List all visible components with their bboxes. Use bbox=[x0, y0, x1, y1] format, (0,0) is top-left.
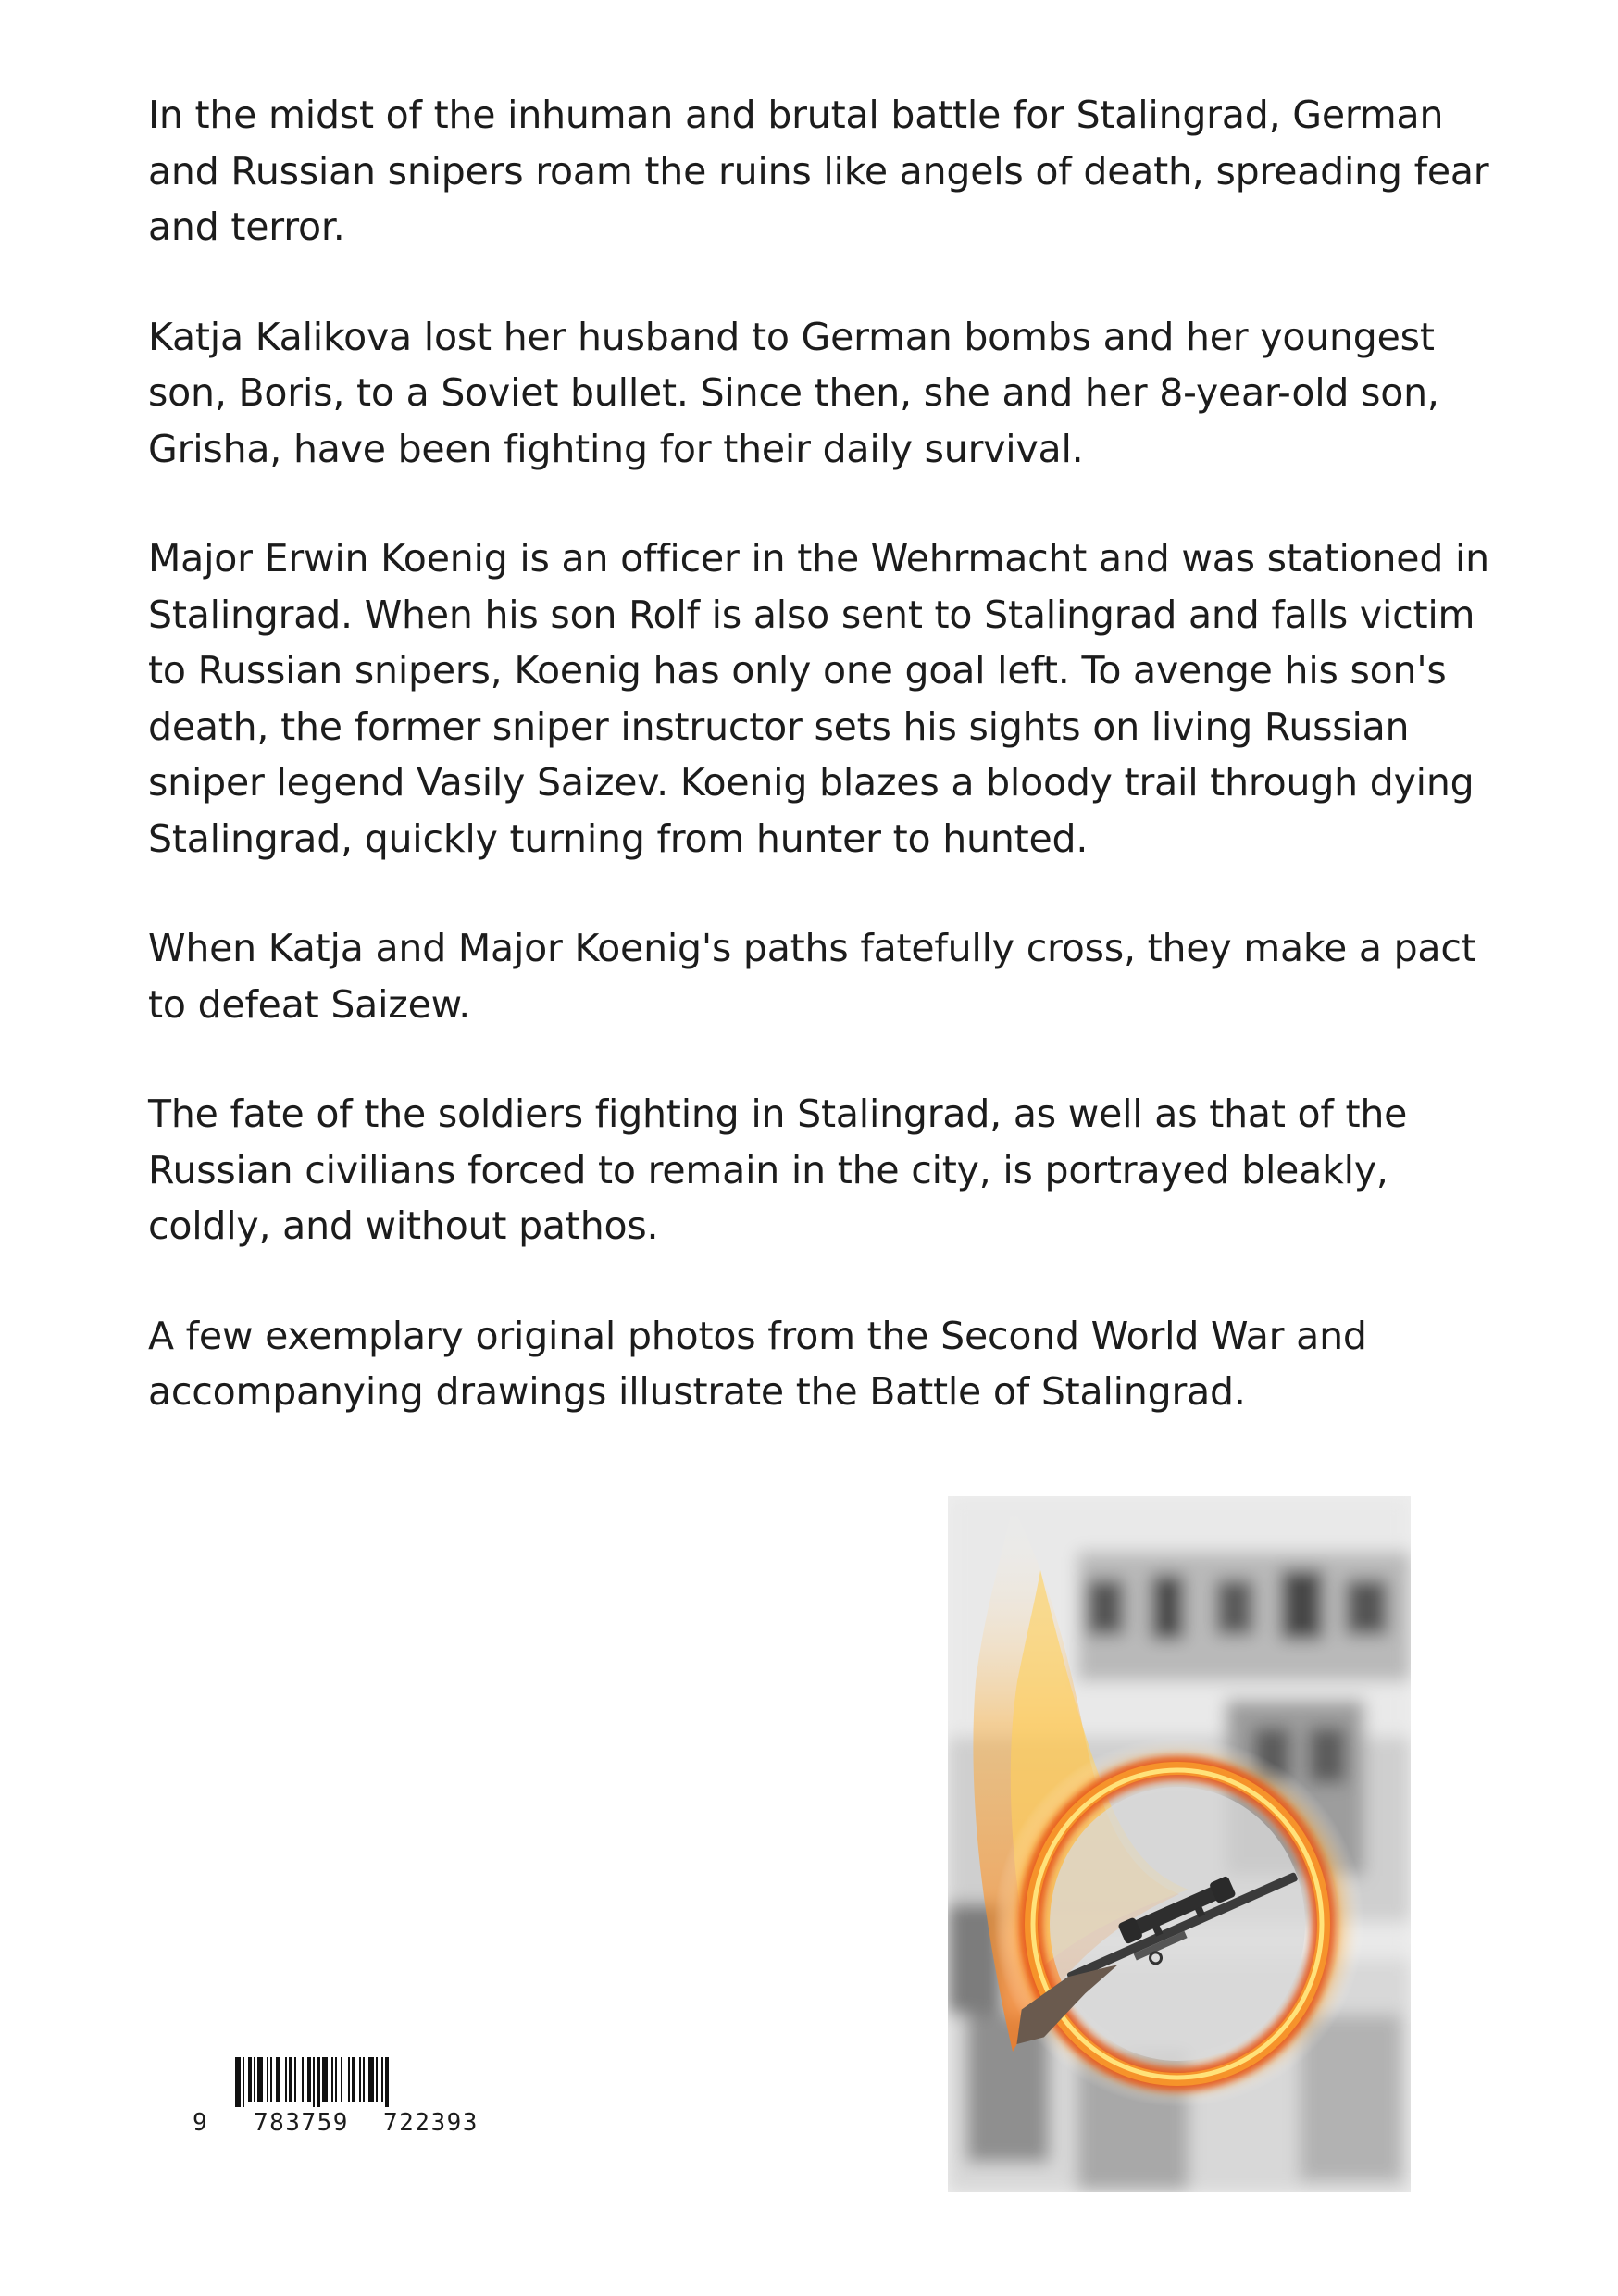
barcode-bar bbox=[257, 2057, 263, 2102]
isbn-barcode bbox=[193, 2057, 537, 2144]
barcode-bar bbox=[348, 2057, 350, 2102]
cover-illustration bbox=[948, 1496, 1411, 2192]
barcode-bar bbox=[302, 2057, 304, 2102]
barcode-bar bbox=[352, 2057, 355, 2102]
barcode-bar bbox=[368, 2057, 374, 2102]
barcode-bar bbox=[270, 2057, 272, 2102]
barcode-bar bbox=[307, 2057, 311, 2102]
barcode-digits-left: 783759 bbox=[254, 2109, 349, 2137]
barcode-bar bbox=[335, 2057, 337, 2102]
barcode-bar bbox=[294, 2057, 296, 2102]
barcode-bar bbox=[331, 2057, 333, 2102]
blurb-paragraph-5: The fate of the soldiers fighting in Stalingrad, as well as that of the Russian civilians forced to remain in the city, is portrayed bleakly, coldly, and without pathos. bbox=[148, 1092, 1408, 1248]
barcode-bar bbox=[341, 2057, 342, 2102]
barcode-bar bbox=[248, 2057, 252, 2102]
blurb-paragraph-4: When Katja and Major Koenig's paths fatefully cross, they make a pact to defeat Saizew. bbox=[148, 926, 1476, 1027]
barcode-bar bbox=[243, 2057, 244, 2107]
barcode-bar bbox=[317, 2057, 320, 2107]
barcode-bar bbox=[267, 2057, 268, 2102]
barcode-digits-right: 722393 bbox=[383, 2109, 479, 2137]
blurb-paragraph-6: A few exemplary original photos from the Second World War and accompanying drawings illustrate the Battle of Stalingrad. bbox=[148, 1313, 1367, 1414]
barcode-bar bbox=[385, 2057, 389, 2107]
barcode-bar bbox=[289, 2057, 292, 2102]
barcode-digit-first: 9 bbox=[193, 2109, 207, 2137]
barcode-bar bbox=[313, 2057, 315, 2107]
blurb-paragraph-3: Major Erwin Koenig is an officer in the Wehrmacht and was stationed in Stalingrad. When his son Rolf is also sent to Stalingrad and falls victim to Russian snipers, Koenig has only one goal left. To avenge his son's death, the former sniper instructor sets his sights on living Russian sniper legend Vasily Saizev. Koenig blazes a bloody trail through dying Stalingrad, quickly turning from hunter to hunted. bbox=[148, 536, 1489, 861]
barcode-bar bbox=[359, 2057, 361, 2102]
blurb-paragraph-2: Katja Kalikova lost her husband to German bombs and her youngest son, Boris, to a Soviet bullet. Since then, she and her 8-year-old son, Grisha, have been fighting for their daily survival. bbox=[148, 314, 1439, 471]
barcode-bar bbox=[322, 2057, 328, 2102]
barcode-bar bbox=[376, 2057, 378, 2102]
back-cover-blurb bbox=[148, 87, 1500, 1474]
ring-interior bbox=[1050, 1787, 1305, 2061]
barcode-bar bbox=[363, 2057, 365, 2102]
barcode-bar bbox=[381, 2057, 383, 2102]
barcode-bar bbox=[285, 2057, 287, 2102]
burning-rifle-image bbox=[948, 1496, 1411, 2192]
barcode-bar bbox=[235, 2057, 241, 2107]
barcode-bar bbox=[254, 2057, 255, 2102]
barcode-bars bbox=[235, 2057, 513, 2107]
blurb-paragraph-1: In the midst of the inhuman and brutal battle for Stalingrad, German and Russian snipers roam the ruins like angels of death, spreading fear and terror. bbox=[148, 93, 1489, 249]
barcode-bar bbox=[276, 2057, 280, 2102]
